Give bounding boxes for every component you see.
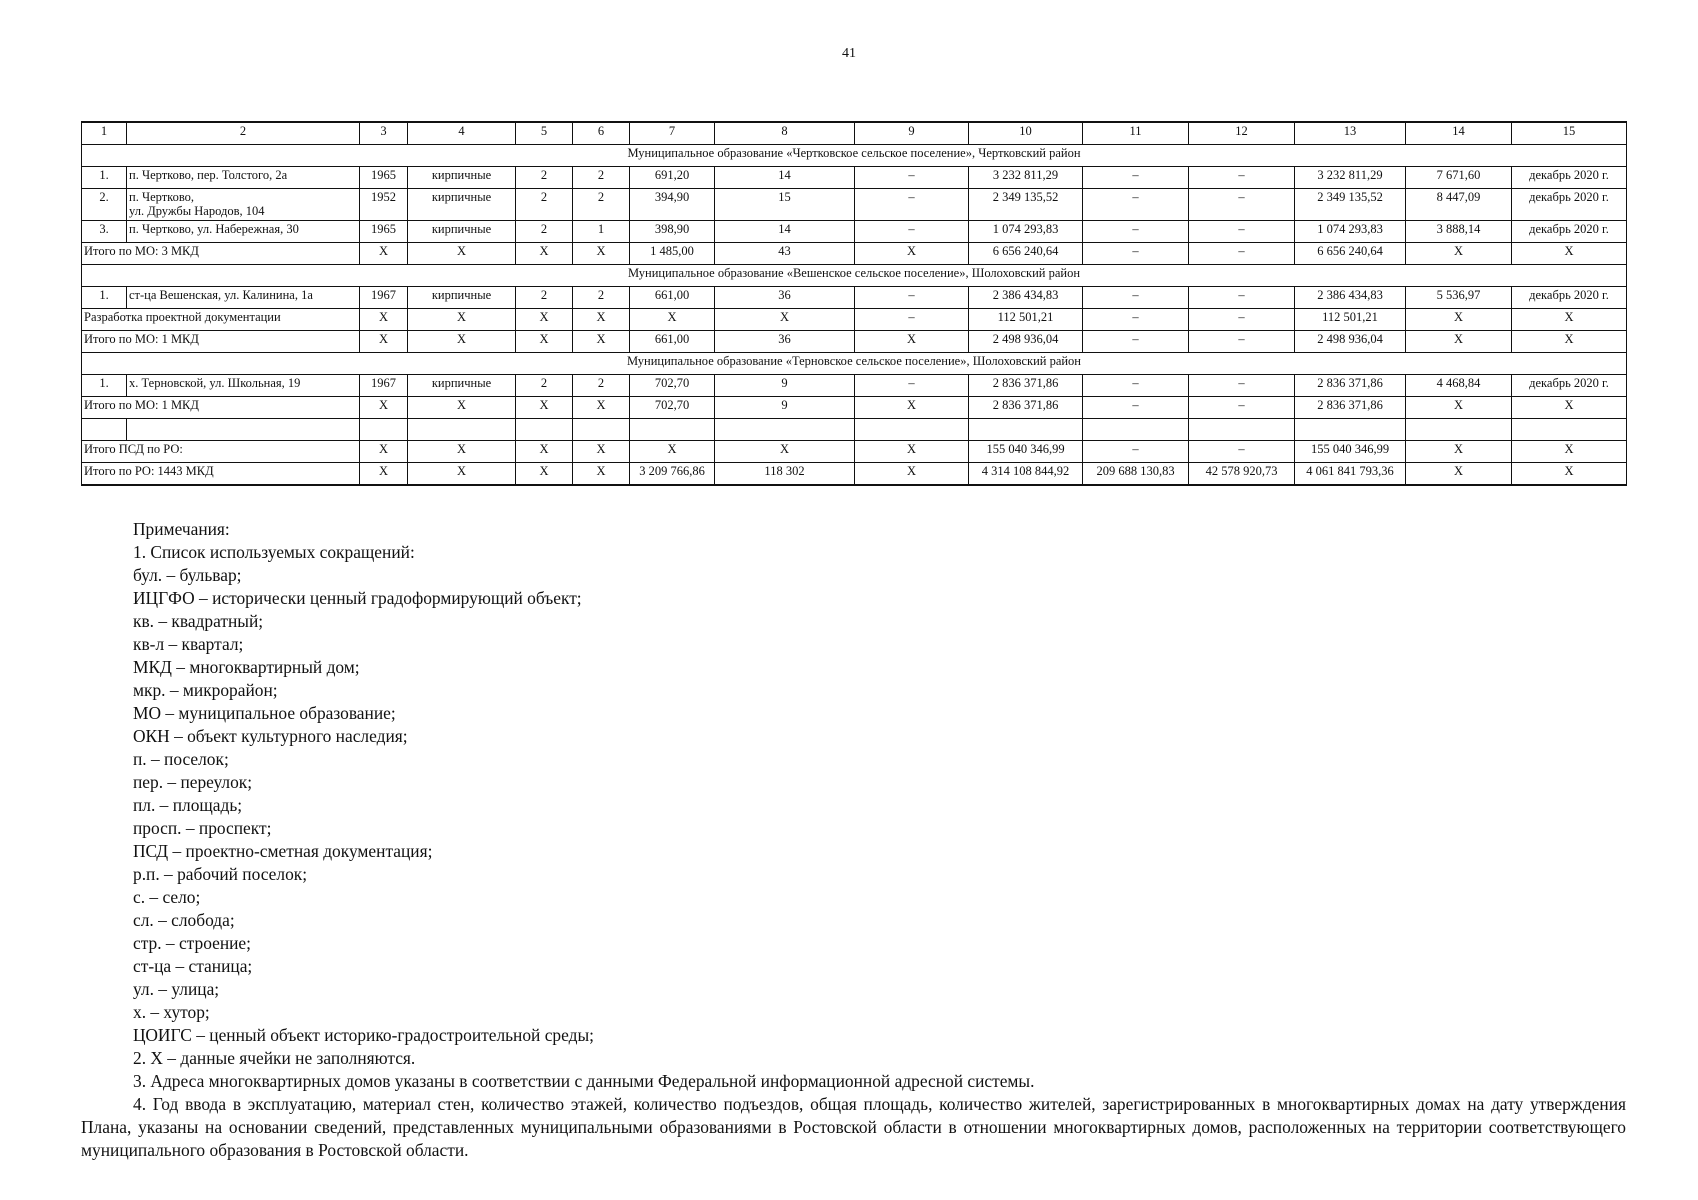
abbreviation-item: ст-ца – станица; xyxy=(133,956,253,976)
table-cell: – xyxy=(855,374,969,396)
table-cell: 14 xyxy=(715,220,855,242)
table-cell: – xyxy=(1189,242,1295,264)
table-cell: 2 xyxy=(516,374,573,396)
abbreviation-item: стр. – строение; xyxy=(133,933,251,953)
abbreviation-item: сл. – слобода; xyxy=(133,910,235,930)
section-title: Муниципальное образование «Чертковское сельское поселение», Чертковский район xyxy=(82,145,1627,167)
table-cell: – xyxy=(1189,220,1295,242)
abbreviation-item: ул. – улица; xyxy=(133,979,220,999)
table-cell: – xyxy=(1189,286,1295,308)
table-cell: Х xyxy=(1406,242,1512,264)
table-cell: Х xyxy=(630,440,715,462)
table-cell: 702,70 xyxy=(630,374,715,396)
table-cell xyxy=(969,418,1083,440)
table-cell: – xyxy=(855,308,969,330)
table-cell: 36 xyxy=(715,286,855,308)
table-cell: 2 836 371,86 xyxy=(969,374,1083,396)
table-cell: Х xyxy=(360,242,408,264)
section-header-row xyxy=(82,352,1627,374)
table-cell xyxy=(1083,418,1189,440)
table-cell: – xyxy=(1083,167,1189,189)
table-cell: Х xyxy=(715,440,855,462)
table-cell: 2 xyxy=(573,374,630,396)
table-cell: – xyxy=(1083,374,1189,396)
table-cell: 398,90 xyxy=(630,220,715,242)
table-cell: 3 888,14 xyxy=(1406,220,1512,242)
total-row xyxy=(82,242,1627,264)
column-number-cell: 9 xyxy=(855,122,969,145)
table-cell: – xyxy=(1189,374,1295,396)
table-cell: 2 349 135,52 xyxy=(969,189,1083,221)
table-cell: – xyxy=(855,167,969,189)
table-cell: Х xyxy=(573,242,630,264)
abbreviation-item: ЦОИГС – ценный объект историко-градостроительной среды; xyxy=(133,1025,594,1045)
table-cell xyxy=(1295,418,1406,440)
table-cell: Х xyxy=(1512,242,1627,264)
table-row xyxy=(82,286,1627,308)
table-cell: 2 836 371,86 xyxy=(969,396,1083,418)
table-cell: 2 xyxy=(573,286,630,308)
table-cell xyxy=(1189,418,1295,440)
address-cell xyxy=(127,418,360,440)
column-number-cell: 7 xyxy=(630,122,715,145)
column-number-cell: 8 xyxy=(715,122,855,145)
column-number-cell: 1 xyxy=(82,122,127,145)
abbreviation-item: ИЦГФО – исторически ценный градоформирующий объект; xyxy=(133,588,582,608)
total-row xyxy=(82,440,1627,462)
table-cell: 43 xyxy=(715,242,855,264)
total-row xyxy=(82,308,1627,330)
column-number-cell: 12 xyxy=(1189,122,1295,145)
address-cell: п. Чертково, ул. Дружбы Народов, 104 xyxy=(127,189,360,221)
table-cell: Х xyxy=(630,308,715,330)
table-cell: 3 209 766,86 xyxy=(630,462,715,485)
table-cell: Х xyxy=(573,462,630,485)
notes-heading: Примечания: xyxy=(133,519,230,539)
abbreviation-item: кв-л – квартал; xyxy=(133,634,244,654)
table-cell: 1 xyxy=(573,220,630,242)
table-cell xyxy=(715,418,855,440)
abbreviation-item: ОКН – объект культурного наследия; xyxy=(133,726,408,746)
table-cell: 2 349 135,52 xyxy=(1295,189,1406,221)
table-cell: Х xyxy=(516,242,573,264)
table-cell: 1. xyxy=(82,286,127,308)
table-cell: Х xyxy=(573,308,630,330)
table-cell: 1965 xyxy=(360,220,408,242)
table-cell: 2 386 434,83 xyxy=(969,286,1083,308)
abbreviation-item: с. – село; xyxy=(133,887,201,907)
table-cell: 4 061 841 793,36 xyxy=(1295,462,1406,485)
table-cell: 2 xyxy=(516,220,573,242)
table-cell: – xyxy=(855,189,969,221)
table-cell: Х xyxy=(516,440,573,462)
table-cell: – xyxy=(1083,330,1189,352)
column-number-cell: 2 xyxy=(127,122,360,145)
table-cell: 155 040 346,99 xyxy=(1295,440,1406,462)
table-cell: 9 xyxy=(715,374,855,396)
notes-section xyxy=(81,518,1626,1162)
section-header-row xyxy=(82,264,1627,286)
table-cell: Х xyxy=(855,242,969,264)
table-cell: – xyxy=(1083,396,1189,418)
table-cell: Х xyxy=(855,462,969,485)
column-number-cell: 15 xyxy=(1512,122,1627,145)
total-row xyxy=(82,330,1627,352)
table-cell: – xyxy=(1083,440,1189,462)
note-2: 2. Х – данные ячейки не заполняются. xyxy=(133,1048,416,1068)
total-label: Итого по МО: 1 МКД xyxy=(82,396,360,418)
abbreviation-item: МО – муниципальное образование; xyxy=(133,703,396,723)
table-cell: 3 232 811,29 xyxy=(1295,167,1406,189)
abbreviation-item: кв. – квадратный; xyxy=(133,611,264,631)
table-cell: Х xyxy=(1512,440,1627,462)
table-cell: Х xyxy=(408,440,516,462)
table-cell: – xyxy=(1189,396,1295,418)
total-row xyxy=(82,396,1627,418)
table-cell: 1952 xyxy=(360,189,408,221)
total-label: Разработка проектной документации xyxy=(82,308,360,330)
table-cell: Х xyxy=(408,308,516,330)
table-cell: кирпичные xyxy=(408,167,516,189)
table-cell: декабрь 2020 г. xyxy=(1512,220,1627,242)
table-cell: кирпичные xyxy=(408,189,516,221)
table-cell: Х xyxy=(1512,396,1627,418)
note-4: 4. Год ввода в эксплуатацию, материал стен, количество этажей, количество подъездов, общая площадь, количество жителей, зарегистрированных в многоквартирных домах на дату утверждения Плана, указаны на основании сведений, представленных муниципальными образованиями в Ростовской области в отношении многоквартирных домов, расположенных на территории соответствующего муниципального образования в Ростовской области. xyxy=(81,1094,1626,1160)
table-cell: 2 836 371,86 xyxy=(1295,396,1406,418)
table-cell: 702,70 xyxy=(630,396,715,418)
table-cell: 2 xyxy=(516,167,573,189)
column-number-cell: 3 xyxy=(360,122,408,145)
table-cell: 1 074 293,83 xyxy=(1295,220,1406,242)
table-row xyxy=(82,220,1627,242)
table-cell: Х xyxy=(516,308,573,330)
table-cell: 36 xyxy=(715,330,855,352)
table-cell: 118 302 xyxy=(715,462,855,485)
table-cell: 661,00 xyxy=(630,286,715,308)
column-number-cell: 13 xyxy=(1295,122,1406,145)
table-cell: Х xyxy=(408,462,516,485)
table-cell: 2 xyxy=(516,189,573,221)
abbreviation-item: п. – поселок; xyxy=(133,749,229,769)
table-cell: Х xyxy=(360,462,408,485)
table-cell: декабрь 2020 г. xyxy=(1512,167,1627,189)
table-cell: 4 314 108 844,92 xyxy=(969,462,1083,485)
table-cell: Х xyxy=(360,330,408,352)
address-cell: ст-ца Вешенская, ул. Калинина, 1а xyxy=(127,286,360,308)
table-cell: Х xyxy=(408,396,516,418)
table-cell: кирпичные xyxy=(408,374,516,396)
table-cell: 7 671,60 xyxy=(1406,167,1512,189)
table-cell: Х xyxy=(1406,462,1512,485)
table-cell: Х xyxy=(1406,440,1512,462)
column-number-cell: 10 xyxy=(969,122,1083,145)
table-cell: 14 xyxy=(715,167,855,189)
page-number: 41 xyxy=(842,46,856,61)
table-cell: Х xyxy=(855,440,969,462)
capital-repair-table xyxy=(81,121,1627,486)
table-cell: 4 468,84 xyxy=(1406,374,1512,396)
table-cell: 6 656 240,64 xyxy=(969,242,1083,264)
table-cell: Х xyxy=(1406,330,1512,352)
table-cell: Х xyxy=(408,330,516,352)
table-cell: 2 836 371,86 xyxy=(1295,374,1406,396)
table-cell xyxy=(360,418,408,440)
table-cell: 2 498 936,04 xyxy=(969,330,1083,352)
table-row xyxy=(82,167,1627,189)
table-cell: – xyxy=(1083,189,1189,221)
column-number-row xyxy=(82,122,1627,145)
column-number-cell: 11 xyxy=(1083,122,1189,145)
table-cell: – xyxy=(855,220,969,242)
total-label: Итого ПСД по РО: xyxy=(82,440,360,462)
column-number-cell: 5 xyxy=(516,122,573,145)
section-header-row xyxy=(82,145,1627,167)
table-cell: Х xyxy=(516,330,573,352)
table-cell: Х xyxy=(1512,308,1627,330)
table-cell: Х xyxy=(360,308,408,330)
table-cell: Х xyxy=(516,396,573,418)
table-cell: Х xyxy=(573,330,630,352)
table-cell: 3. xyxy=(82,220,127,242)
table-cell: декабрь 2020 г. xyxy=(1512,286,1627,308)
table-cell: 2 xyxy=(516,286,573,308)
table-row xyxy=(82,189,1627,221)
table-cell: – xyxy=(1083,220,1189,242)
table-cell: 5 536,97 xyxy=(1406,286,1512,308)
table-cell: – xyxy=(1189,308,1295,330)
abbreviation-item: мкр. – микрорайон; xyxy=(133,680,278,700)
address-cell: п. Чертково, пер. Толстого, 2а xyxy=(127,167,360,189)
table-cell: – xyxy=(1189,189,1295,221)
table-cell: – xyxy=(1083,308,1189,330)
note-3: 3. Адреса многоквартирных домов указаны в соответствии с данными Федеральной информационной адресной системы. xyxy=(133,1071,1035,1091)
table-cell: 209 688 130,83 xyxy=(1083,462,1189,485)
table-cell: Х xyxy=(360,396,408,418)
abbreviation-item: просп. – проспект; xyxy=(133,818,272,838)
table-cell: 112 501,21 xyxy=(1295,308,1406,330)
table-cell: Х xyxy=(1406,396,1512,418)
table-cell xyxy=(630,418,715,440)
table-cell: Х xyxy=(855,396,969,418)
table-cell: 2 xyxy=(573,167,630,189)
table-cell: 2. xyxy=(82,189,127,221)
table-cell: – xyxy=(1083,242,1189,264)
table-cell: 2 xyxy=(573,189,630,221)
table-cell xyxy=(516,418,573,440)
table-cell: 394,90 xyxy=(630,189,715,221)
table-cell: декабрь 2020 г. xyxy=(1512,189,1627,221)
abbreviation-item: ПСД – проектно-сметная документация; xyxy=(133,841,433,861)
blank-row xyxy=(82,418,1627,440)
table-cell: 42 578 920,73 xyxy=(1189,462,1295,485)
table-cell: 1 074 293,83 xyxy=(969,220,1083,242)
note-1: 1. Список используемых сокращений: xyxy=(133,542,415,562)
table-cell: Х xyxy=(408,242,516,264)
table-cell xyxy=(573,418,630,440)
table-cell: Х xyxy=(573,396,630,418)
table-cell: Х xyxy=(855,330,969,352)
total-row xyxy=(82,462,1627,485)
address-cell: х. Терновской, ул. Школьная, 19 xyxy=(127,374,360,396)
table-cell: Х xyxy=(1512,330,1627,352)
table-cell: – xyxy=(1189,330,1295,352)
table-cell: 1. xyxy=(82,167,127,189)
section-title: Муниципальное образование «Вешенское сельское поселение», Шолоховский район xyxy=(82,264,1627,286)
table-cell: 3 232 811,29 xyxy=(969,167,1083,189)
table-cell: 2 498 936,04 xyxy=(1295,330,1406,352)
table-cell: – xyxy=(1189,167,1295,189)
address-cell: п. Чертково, ул. Набережная, 30 xyxy=(127,220,360,242)
table-cell xyxy=(855,418,969,440)
table-row xyxy=(82,374,1627,396)
column-number-cell: 4 xyxy=(408,122,516,145)
section-title: Муниципальное образование «Терновское сельское поселение», Шолоховский район xyxy=(82,352,1627,374)
table-cell xyxy=(82,418,127,440)
table-cell xyxy=(1406,418,1512,440)
table-cell: кирпичные xyxy=(408,220,516,242)
table-cell xyxy=(408,418,516,440)
table-cell: – xyxy=(1083,286,1189,308)
column-number-cell: 6 xyxy=(573,122,630,145)
table-cell: – xyxy=(1189,440,1295,462)
table-cell: Х xyxy=(573,440,630,462)
table-cell: 6 656 240,64 xyxy=(1295,242,1406,264)
abbreviation-item: х. – хутор; xyxy=(133,1002,210,1022)
table-cell: 8 447,09 xyxy=(1406,189,1512,221)
table-cell: Х xyxy=(715,308,855,330)
table-cell: Х xyxy=(1406,308,1512,330)
total-label: Итого по МО: 3 МКД xyxy=(82,242,360,264)
table-cell: 2 386 434,83 xyxy=(1295,286,1406,308)
table-cell: 1. xyxy=(82,374,127,396)
table-cell: кирпичные xyxy=(408,286,516,308)
table-cell: – xyxy=(855,286,969,308)
abbreviation-item: пл. – площадь; xyxy=(133,795,243,815)
abbreviation-item: МКД – многоквартирный дом; xyxy=(133,657,360,677)
column-number-cell: 14 xyxy=(1406,122,1512,145)
total-label: Итого по МО: 1 МКД xyxy=(82,330,360,352)
total-label: Итого по РО: 1443 МКД xyxy=(82,462,360,485)
table-cell: Х xyxy=(1512,462,1627,485)
abbreviation-item: р.п. – рабочий поселок; xyxy=(133,864,308,884)
table-cell: 1965 xyxy=(360,167,408,189)
table-cell: 691,20 xyxy=(630,167,715,189)
table-cell: 9 xyxy=(715,396,855,418)
abbreviation-item: бул. – бульвар; xyxy=(133,565,242,585)
table-cell: Х xyxy=(516,462,573,485)
table-cell: 1967 xyxy=(360,286,408,308)
table-cell: 155 040 346,99 xyxy=(969,440,1083,462)
table-cell: 15 xyxy=(715,189,855,221)
table-cell: 1 485,00 xyxy=(630,242,715,264)
table-cell: 1967 xyxy=(360,374,408,396)
abbreviation-list xyxy=(81,564,1626,1047)
abbreviation-item: пер. – переулок; xyxy=(133,772,253,792)
table-cell: Х xyxy=(360,440,408,462)
table-cell: 661,00 xyxy=(630,330,715,352)
table-cell xyxy=(1512,418,1627,440)
table-cell: 112 501,21 xyxy=(969,308,1083,330)
table-cell: декабрь 2020 г. xyxy=(1512,374,1627,396)
